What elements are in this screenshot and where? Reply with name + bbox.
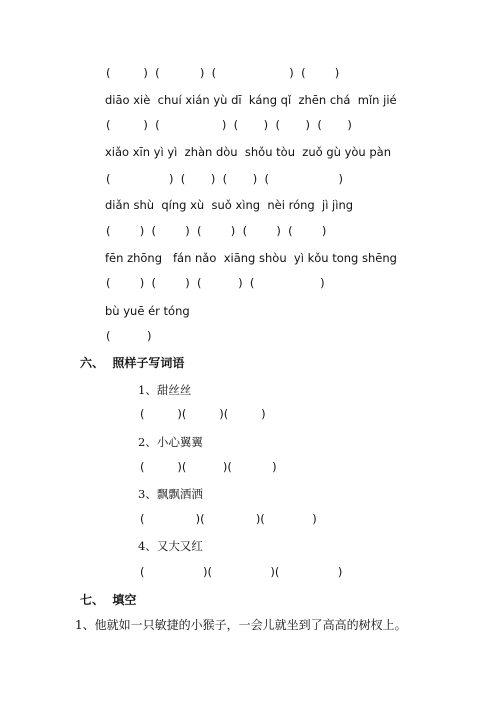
section-6-heading: 六、 照样子写词语 — [80, 356, 185, 370]
blank-row-2[interactable]: ( ) ( ) ( ) ( ) ( ) — [106, 118, 352, 132]
example-1-blanks[interactable]: ( )( )( ) — [140, 407, 266, 421]
example-1-label: 1、甜丝丝 — [138, 383, 192, 397]
pinyin-row-4: fēn zhōng fán nǎo xiāng shòu yì kǒu tong shēng — [105, 251, 397, 265]
blank-row-5[interactable]: ( ) ( ) ( ) ( ) — [106, 276, 325, 290]
pinyin-row-2: xiǎo xīn yì yì zhàn dòu shǒu tòu zuǒ gù yòu pàn — [105, 145, 391, 159]
blank-row-6[interactable]: ( ) — [106, 329, 152, 343]
blank-row-3[interactable]: ( ) ( ) ( ) ( ) — [106, 172, 343, 186]
section-7-heading: 七、 填空 — [80, 593, 137, 607]
pinyin-row-5: bù yuē ér tóng — [105, 304, 190, 318]
example-3-blanks[interactable]: ( )( )( ) — [140, 512, 317, 526]
example-2-blanks[interactable]: ( )( )( ) — [140, 460, 277, 474]
example-3-label: 3、飘飘洒洒 — [138, 487, 203, 501]
example-4-label: 4、又大又红 — [138, 539, 203, 553]
fill-in-sentence-1: 1、他就如一只敏捷的小猴子，一会儿就坐到了高高的树杈上。 — [75, 618, 407, 632]
example-2-label: 2、小心翼翼 — [138, 435, 203, 449]
example-4-blanks[interactable]: ( )( )( ) — [140, 565, 343, 579]
pinyin-row-3: diǎn shù qíng xù suǒ xìng nèi róng jì jìng — [105, 198, 354, 212]
blank-row-4[interactable]: ( ) ( ) ( ) ( ) ( ) — [106, 224, 327, 238]
pinyin-row-1: diāo xiè chuí xián yù dī káng qǐ zhēn chá mǐn jié — [105, 93, 397, 107]
blank-row-1[interactable]: ( ) ( ) ( ) ( ) — [106, 66, 340, 80]
